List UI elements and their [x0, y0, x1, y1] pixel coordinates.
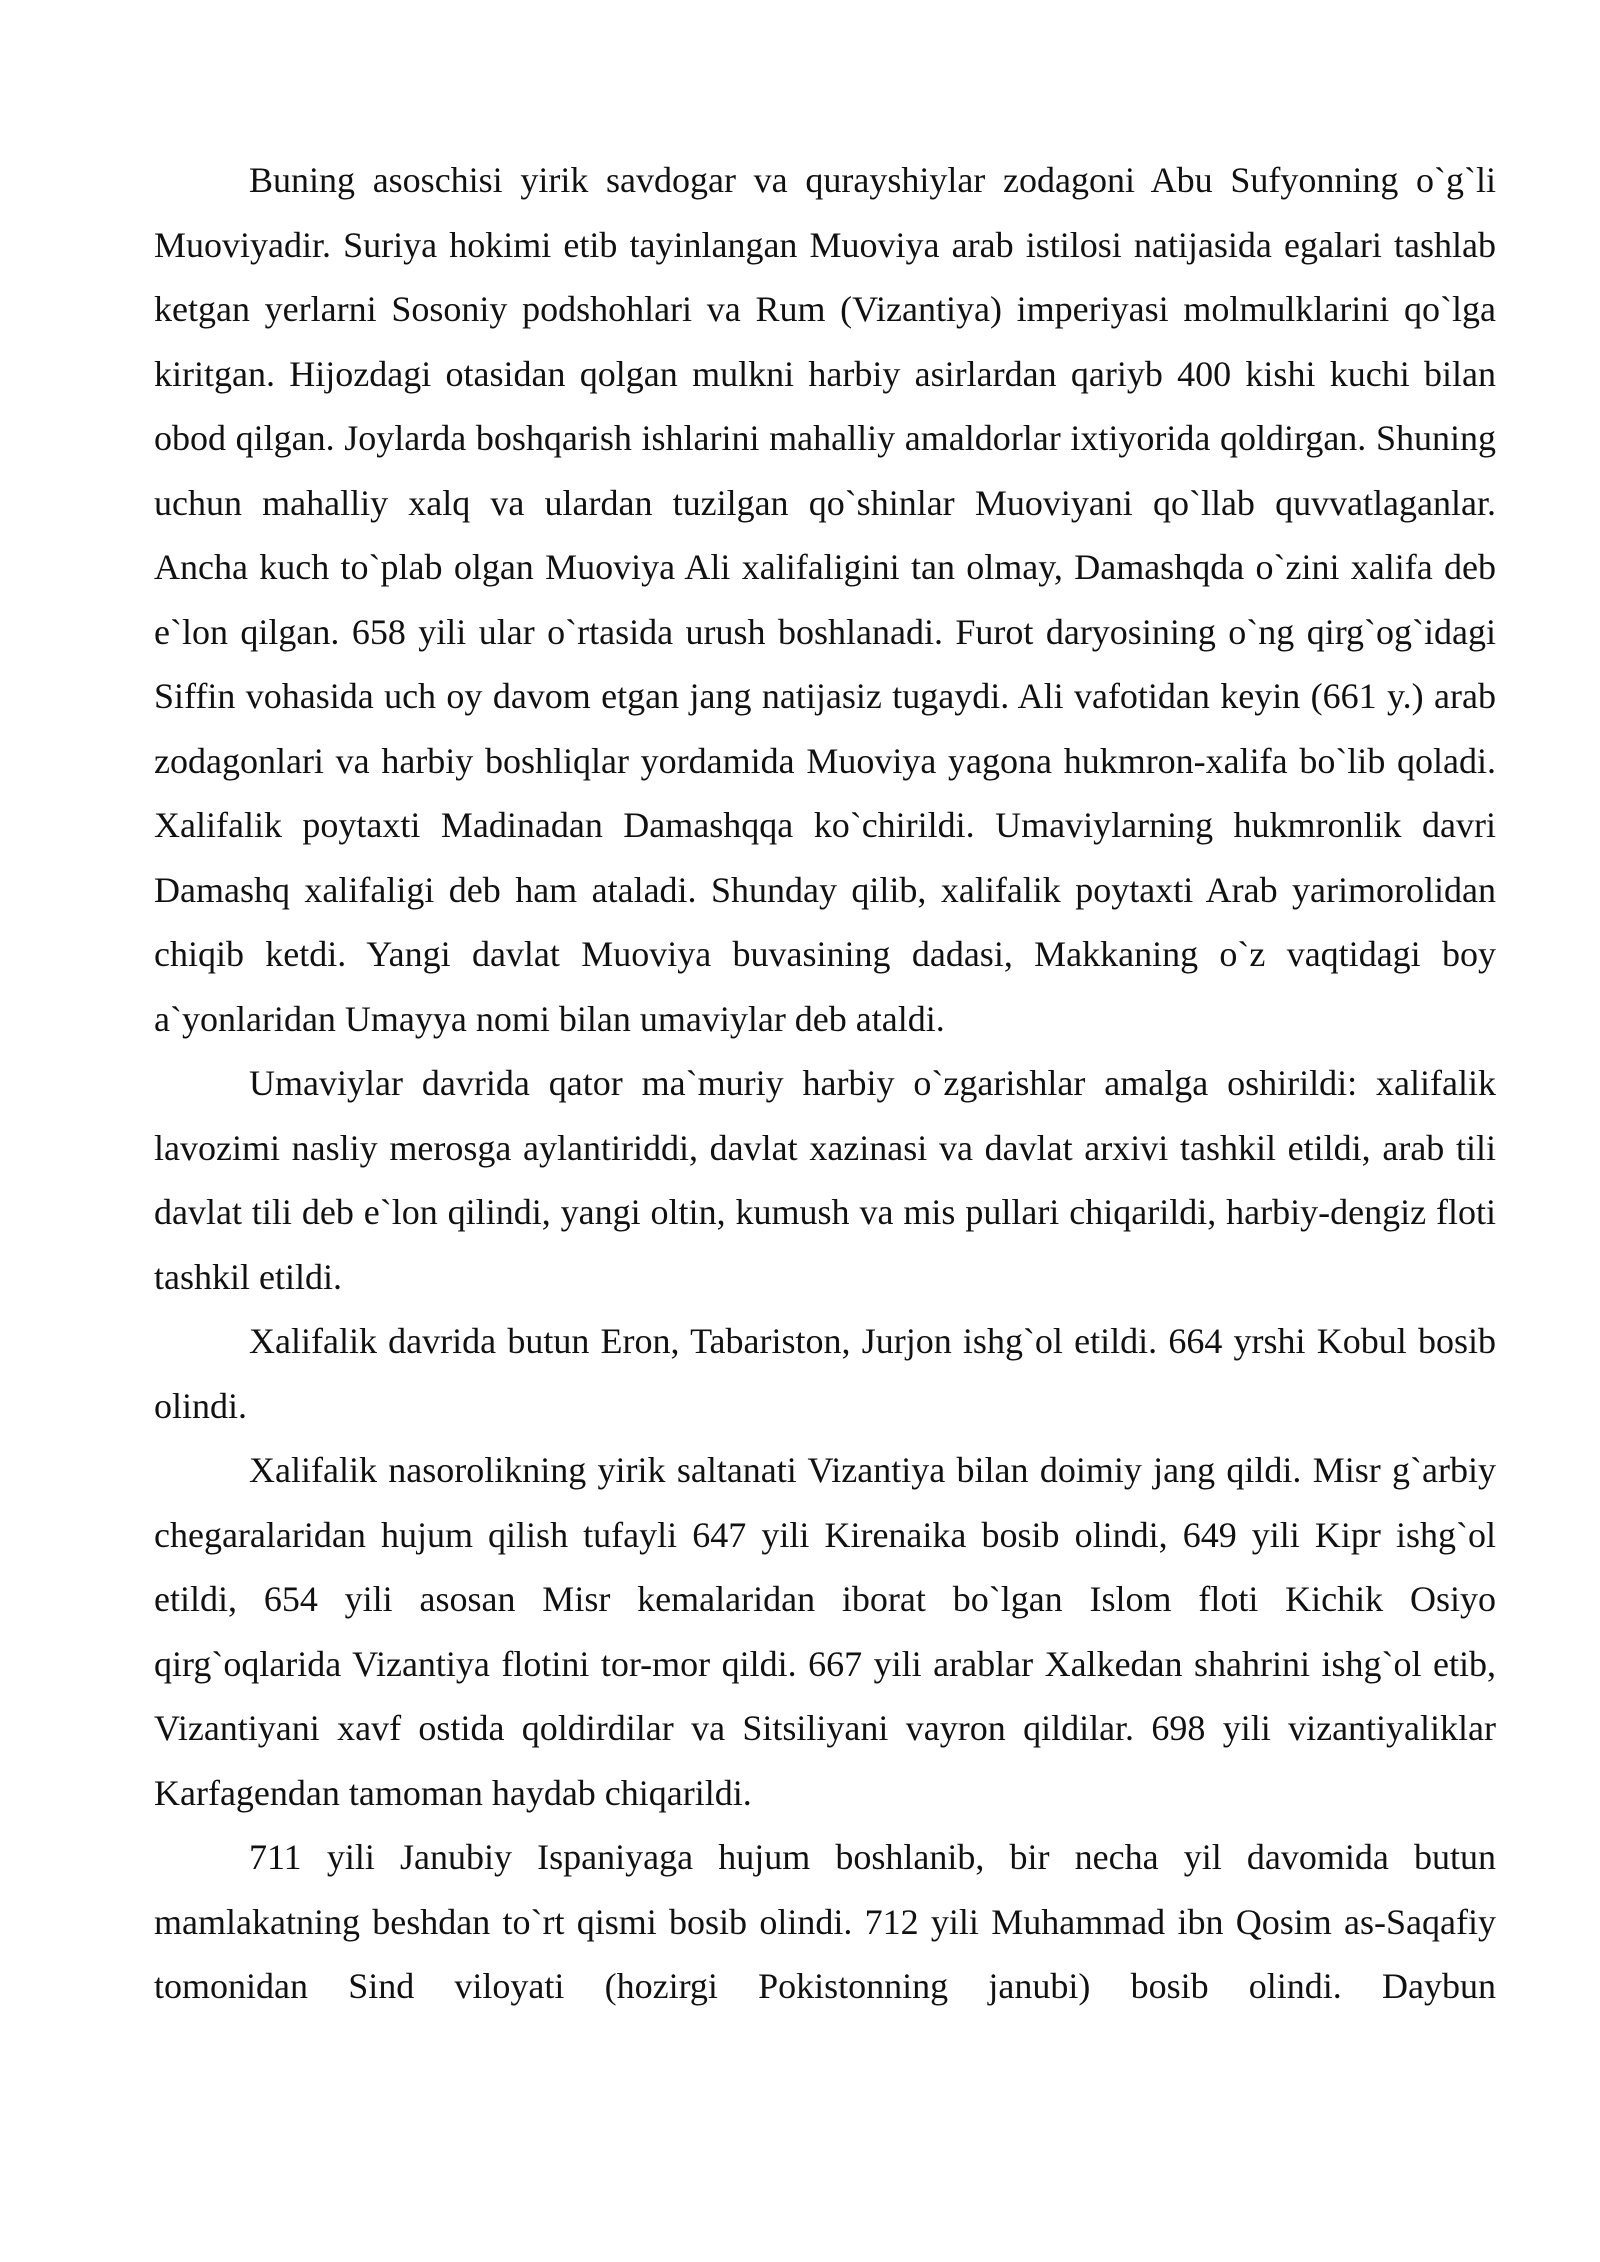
paragraph-umayyad-founder: Buning asoschisi yirik savdogar va qurayshiylar zodagoni Abu Sufyonning o`g`li Muoviyadir. Suriya hokimi etib tayinlangan Muoviya arab istilosi natijasida egalari tashlab ketgan yerlarni Sosoniy podshohlari va Rum (Vizantiya) imperiyasi molmulklarini qo`lga kiritgan. Hijozdagi otasidan qolgan mulkni harbiy asirlardan qariyb 400 kishi kuchi bilan obod qilgan. Joylarda boshqarish ishlarini mahalliy amaldorlar ixtiyorida qoldirgan. Shuning uchun mahalliy xalq va ulardan tuzilgan qo`shinlar Muoviyani qo`llab quvvatlaganlar. Ancha kuch to`plab olgan Muoviya Ali xalifaligini tan olmay, Damashqda o`zini xalifa deb e`lon qilgan. 658 yili ular o`rtasida urush boshlanadi. Furot daryosining o`ng qirg`og`idagi Siffin vohasida uch oy davom etgan jang natijasiz tugaydi. Ali vafotidan keyin (661 y.) arab zodagonlari va harbiy boshliqlar yordamida Muoviya yagona hukmron-xalifa bo`lib qoladi. Xalifalik poytaxti Madinadan Damashqqa ko`chirildi. Umaviylarning hukmronlik davri Damashq xalifaligi deb ham ataladi. Shunday qilib, xalifalik poytaxti Arab yarimorolidan chiqib ketdi. Yangi davlat Muoviya buvasining dadasi, Makkaning o`z vaqtidagi boy a`yonlaridan Umayya nomi bilan umaviylar deb ataldi.: [154, 160, 1496, 1039]
paragraph-byzantine-wars: Xalifalik nasorolikning yirik saltanati Vizantiya bilan doimiy jang qildi. Misr g`arbiy chegaralaridan hujum qilish tufayli 647 yili Kirenaika bosib olindi, 649 yili Kipr ishg`ol etildi, 654 yili asosan Misr kemalaridan iborat bo`lgan Islom floti Kichik Osiyo qirg`oqlarida Vizantiya flotini tor-mor qildi. 667 yili arablar Xalkedan shahrini ishg`ol etib, Vizantiyani xavf ostida qoldirdilar va Sitsiliyani vayron qildilar. 698 yili vizantiyaliklar Karfagendan tamoman haydab chiqarildi.: [154, 1450, 1496, 1813]
paragraph-eastern-conquests: Xalifalik davrida butun Eron, Tabariston, Jurjon ishg`ol etildi. 664 yrshi Kobul bosib olindi.: [154, 1321, 1496, 1426]
paragraph-spain-sind-conquest: 711 yili Janubiy Ispaniyaga hujum boshlanib, bir necha yil davomida butun mamlakatning beshdan to`rt qismi bosib olindi. 712 yili Muhammad ibn Qosim as-Saqafiy tomonidan Sind viloyati (hozirgi Pokistonning janubi) bosib olindi. Daybun: [154, 1837, 1496, 2006]
document-page: [154, 148, 1496, 2019]
paragraph-administrative-reforms: Umaviylar davrida qator ma`muriy harbiy o`zgarishlar amalga oshirildi: xalifalik lavozimi nasliy merosga aylantiriddi, davlat xazinasi va davlat arxivi tashkil etildi, arab tili davlat tili deb e`lon qilindi, yangi oltin, kumush va mis pullari chiqarildi, harbiy-dengiz floti tashkil etildi.: [154, 1063, 1496, 1297]
